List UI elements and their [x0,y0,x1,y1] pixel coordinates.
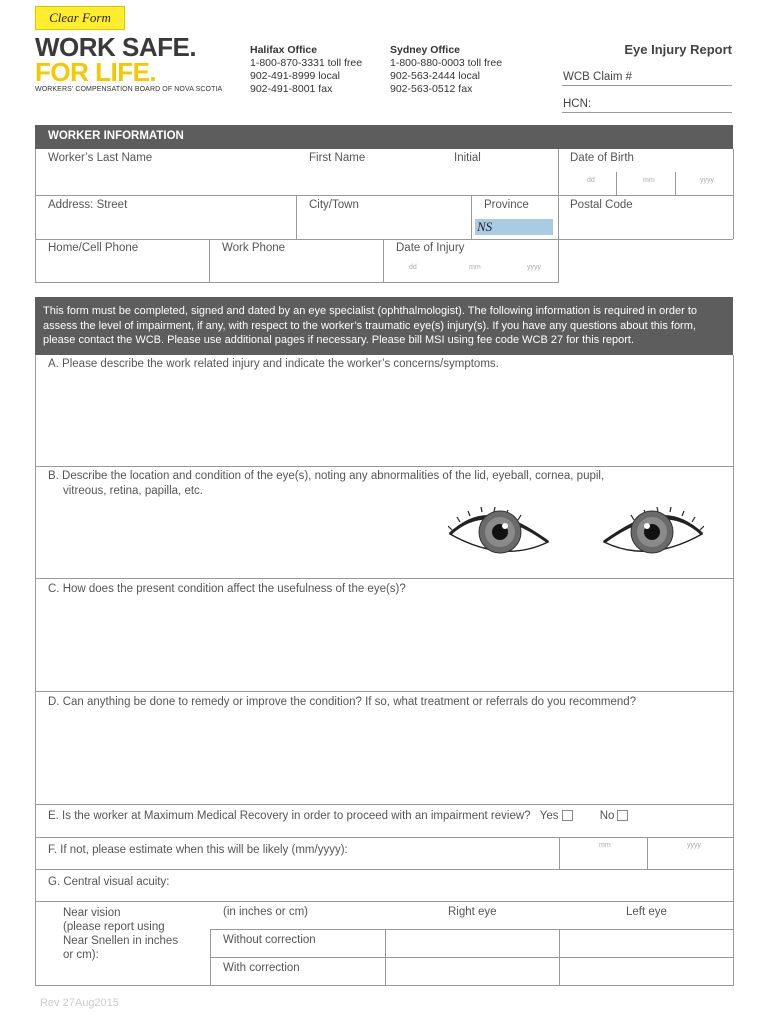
no-label: No [599,810,615,822]
question-d: D. Can anything be done to remedy or improve the condition? If so, what treatment or referrals do you recommend? [48,696,637,708]
sydney-title: Sydney Office [390,44,461,56]
sydney-toll: 1-800-880-0003 toll free [390,57,503,69]
dob-label: Date of Birth [570,152,634,164]
near-line1: Near vision [63,907,121,919]
injury-dd[interactable]: dd [409,264,417,271]
logo-line2: FOR LIFE. [35,57,157,87]
work-phone-label: Work Phone [222,242,286,254]
clear-form-button[interactable]: Clear Form [35,6,125,30]
instructions-text: This form must be completed, signed and dated by an eye specialist (ophthalmologist). The following information is required in order to assess the level of impairment, if any, with respect to the worker’s traumatic eye(s) injury(s). If you have any questions about this form, please contact the WCB. Please use additional pages if necessary. Please bill MSI using fee code WCB 27 for this report. [43,305,698,346]
question-b-line1: B. Describe the location and condition of the eye(s), noting any abnormalities of the lid, eyeball, cornea, pupil, [48,470,605,482]
report-title: Eye Injury Report [624,42,732,57]
halifax-local: 902-491-8999 local [250,70,340,82]
revision-label: Rev 27Aug2015 [40,997,119,1009]
province-label: Province [484,199,529,211]
yes-checkbox[interactable] [562,810,573,821]
claim-label: WCB Claim # [563,71,633,83]
answer-a-field[interactable] [36,373,732,465]
left-with-field[interactable] [560,958,732,984]
right-eye-header: Right eye [448,906,497,918]
halifax-toll: 1-800-870-3331 toll free [250,57,363,69]
sydney-office [390,44,502,96]
city-label: City/Town [309,199,359,211]
first-name-label: First Name [309,152,366,164]
street-label: Address: Street [48,199,128,211]
left-eye-diagram-icon [600,502,704,560]
initial-label: Initial [454,152,481,164]
units-label: (in inches or cm) [223,906,308,918]
answer-d-field[interactable] [36,711,732,803]
near-vision-label [63,906,178,962]
hcn-field[interactable] [562,112,732,113]
hcn-label: HCN: [563,98,592,110]
question-a: A. Please describe the work related injury and indicate the worker’s concerns/symptoms. [48,358,499,370]
halifax-office [250,44,362,96]
right-without-field[interactable] [386,930,558,956]
injury-yyyy[interactable]: yyyy [527,264,541,271]
no-checkbox[interactable] [617,810,628,821]
f-yyyy-field[interactable]: yyyy [687,842,701,849]
without-correction-label: Without correction [223,934,316,946]
sydney-local: 902-563-2444 local [390,70,480,82]
right-eye-diagram-icon [448,502,552,560]
dob-yyyy[interactable]: yyyy [700,177,714,184]
sydney-fax: 902-563-0512 fax [390,83,473,95]
with-correction-label: With correction [223,962,300,974]
question-c: C. How does the present condition affect the usefulness of the eye(s)? [48,583,406,595]
question-g: G. Central visual acuity: [48,876,170,888]
claim-field[interactable] [562,85,732,86]
postal-label: Postal Code [570,199,633,211]
left-without-field[interactable] [560,930,732,956]
halifax-title: Halifax Office [250,44,318,56]
last-name-label: Worker’s Last Name [48,152,153,164]
answer-c-field[interactable] [36,598,732,690]
injury-date-label: Date of Injury [396,242,465,254]
home-phone-label: Home/Cell Phone [48,242,139,254]
near-line2: (please report using [63,921,165,933]
logo-line1: WORK SAFE. [35,32,197,62]
worker-info-title: WORKER INFORMATION [48,130,184,142]
dob-mm[interactable]: mm [643,177,655,184]
question-e-text: E. Is the worker at Maximum Medical Recovery in order to proceed with an impairment review? [48,810,531,822]
question-b-line2: vitreous, retina, papilla, etc. [63,485,203,497]
dob-dd[interactable]: dd [587,177,595,184]
right-with-field[interactable] [386,958,558,984]
question-f: F. If not, please estimate when this will be likely (mm/yyyy): [48,844,348,856]
instructions-bar [35,297,733,355]
f-mm-field[interactable]: mm [599,842,611,849]
halifax-fax: 902-491-8001 fax [250,83,333,95]
left-eye-header: Left eye [626,906,667,918]
province-input[interactable]: NS [475,219,553,235]
injury-mm[interactable]: mm [469,264,481,271]
near-line3: Near Snellen in inches [63,935,179,947]
question-e [48,810,628,822]
logo-line3: WORKERS' COMPENSATION BOARD OF NOVA SCOTIA [35,86,223,93]
worker-info-bar [35,125,733,149]
near-line4: or cm): [63,949,99,961]
yes-label: Yes [539,810,559,822]
